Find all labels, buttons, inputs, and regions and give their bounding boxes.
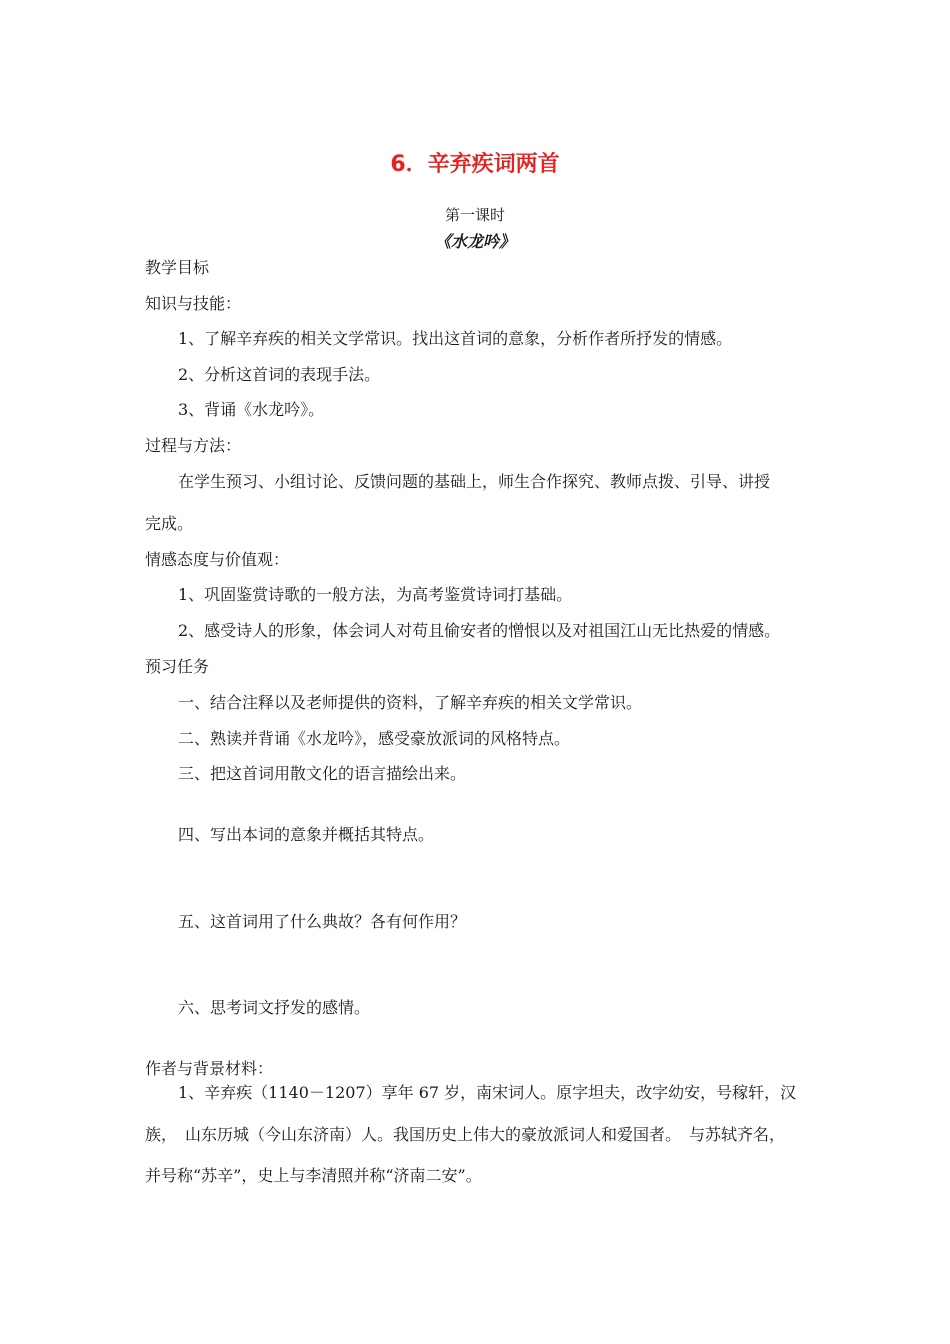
- author-item-1-line-2: 族， 山东历城（今山东济南）人。我国历史上伟大的豪放派词人和爱国者。 与苏轼齐名，: [145, 1125, 786, 1144]
- author-item-1-line-3: 并号称“苏辛”，史上与李清照并称“济南二安”。: [145, 1166, 482, 1185]
- task-item-5: 五、这首词用了什么典故？各有何作用？: [178, 912, 467, 931]
- objectives-heading: 教学目标: [145, 258, 210, 277]
- task-item-6: 六、思考词文抒发的感情。: [178, 998, 371, 1017]
- task-item-3: 三、把这首词用散文化的语言描绘出来。: [178, 764, 467, 783]
- preview-heading: 预习任务: [145, 657, 210, 676]
- knowledge-item-3: 3、背诵《水龙吟》。: [178, 400, 325, 419]
- knowledge-item-2: 2、分析这首词的表现手法。: [178, 365, 381, 384]
- emotion-item-1: 1、巩固鉴赏诗歌的一般方法，为高考鉴赏诗词打基础。: [178, 585, 573, 604]
- author-item-1-line-1: 1、辛弃疾（1140－1207）享年 67 岁，南宋词人。原字坦夫，改字幼安，号稼轩，汉: [178, 1083, 797, 1102]
- process-item-1: 在学生预习、小组讨论、反馈问题的基础上，师生合作探究、教师点拨、引导、讲授: [178, 472, 771, 491]
- author-heading: 作者与背景材料：: [145, 1059, 274, 1078]
- task-item-1: 一、结合注释以及老师提供的资料，了解辛弃疾的相关文学常识。: [178, 693, 643, 712]
- lesson-subtitle: 第一课时: [444, 206, 505, 224]
- poem-title: 《水龙吟》: [434, 232, 515, 251]
- task-item-2: 二、熟读并背诵《水龙吟》，感受豪放派词的风格特点。: [178, 729, 571, 748]
- emotion-heading: 情感态度与价值观：: [145, 550, 290, 569]
- process-heading: 过程与方法：: [145, 436, 242, 455]
- page-title: 6．辛弃疾词两首: [390, 152, 560, 177]
- knowledge-heading: 知识与技能：: [145, 294, 242, 313]
- knowledge-item-1: 1、了解辛弃疾的相关文学常识。找出这首词的意象，分析作者所抒发的情感。: [178, 329, 733, 348]
- emotion-item-2: 2、感受诗人的形象，体会词人对苟且偷安者的憎恨以及对祖国江山无比热爱的情感。: [178, 621, 781, 640]
- task-item-4: 四、写出本词的意象并概括其特点。: [178, 825, 435, 844]
- process-item-1-cont: 完成。: [145, 514, 194, 533]
